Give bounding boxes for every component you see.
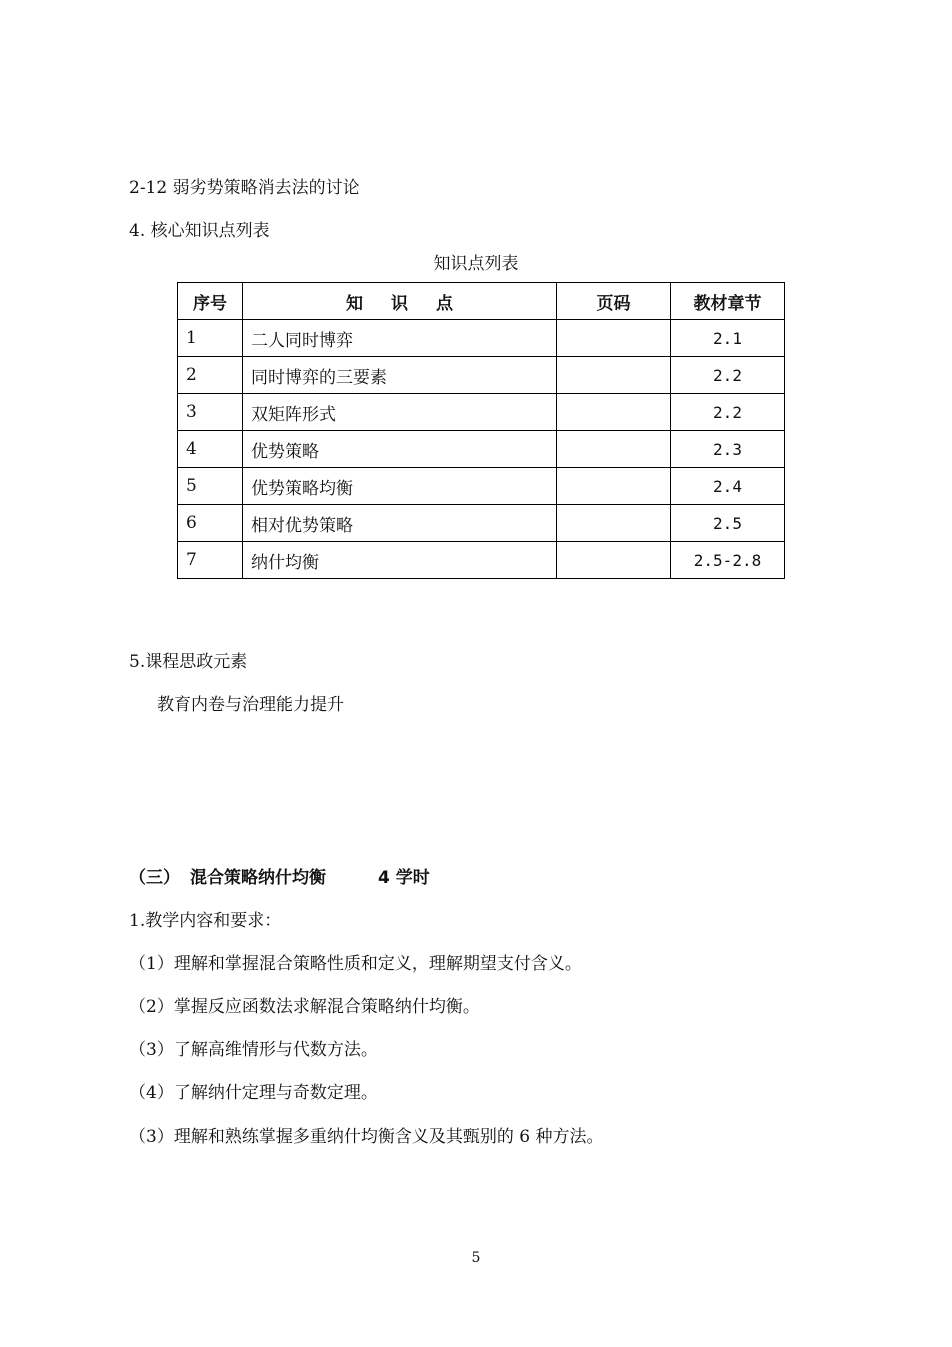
cell-point: 同时博弈的三要素 — [243, 357, 557, 394]
table-row — [178, 505, 785, 542]
teaching-heading: 1.教学内容和要求： — [129, 911, 282, 931]
cell-chapter: 2.3 — [671, 431, 785, 468]
part3-heading — [129, 867, 430, 889]
part3-hours: 4 学时 — [378, 868, 430, 888]
cell-page — [557, 505, 671, 542]
requirement-item: （3）了解高维情形与代数方法。 — [129, 1040, 378, 1060]
cell-page — [557, 468, 671, 505]
requirement-item: （1）理解和掌握混合策略性质和定义，理解期望支付含义。 — [129, 954, 582, 974]
cell-no: 3 — [178, 394, 243, 431]
table-row — [178, 431, 785, 468]
table-row — [178, 542, 785, 579]
cell-chapter: 2.1 — [671, 320, 785, 357]
cell-chapter: 2.4 — [671, 468, 785, 505]
part3-label: （三） — [129, 868, 180, 888]
table-header-row — [178, 283, 785, 320]
section4-heading: 4. 核心知识点列表 — [129, 221, 270, 241]
cell-point: 二人同时博弈 — [243, 320, 557, 357]
cell-point: 纳什均衡 — [243, 542, 557, 579]
header-chapter: 教材章节 — [671, 283, 785, 320]
cell-chapter: 2.2 — [671, 394, 785, 431]
requirement-item: （2）掌握反应函数法求解混合策略纳什均衡。 — [129, 997, 480, 1017]
cell-chapter: 2.5-2.8 — [671, 542, 785, 579]
page-number: 5 — [471, 1250, 481, 1266]
cell-no: 1 — [178, 320, 243, 357]
cell-point: 优势策略均衡 — [243, 468, 557, 505]
cell-no: 6 — [178, 505, 243, 542]
knowledge-points-table — [177, 282, 785, 579]
cell-page — [557, 431, 671, 468]
table-caption: 知识点列表 — [433, 254, 519, 274]
cell-point: 相对优势策略 — [243, 505, 557, 542]
cell-page — [557, 542, 671, 579]
section-item-2-12: 2-12 弱劣势策略消去法的讨论 — [129, 178, 360, 198]
header-no: 序号 — [178, 283, 243, 320]
requirement-item: （4）了解纳什定理与奇数定理。 — [129, 1083, 378, 1103]
cell-no: 2 — [178, 357, 243, 394]
section5-heading: 5.课程思政元素 — [129, 652, 248, 672]
cell-no: 4 — [178, 431, 243, 468]
cell-chapter: 2.2 — [671, 357, 785, 394]
cell-point: 双矩阵形式 — [243, 394, 557, 431]
table-row — [178, 468, 785, 505]
table-row — [178, 320, 785, 357]
cell-page — [557, 394, 671, 431]
part3-title: 混合策略纳什均衡 — [190, 868, 326, 888]
cell-page — [557, 320, 671, 357]
cell-chapter: 2.5 — [671, 505, 785, 542]
cell-page — [557, 357, 671, 394]
cell-no: 7 — [178, 542, 243, 579]
header-page: 页码 — [557, 283, 671, 320]
section5-body: 教育内卷与治理能力提升 — [157, 695, 344, 715]
header-knowledge-point: 知识点 — [243, 283, 557, 320]
cell-no: 5 — [178, 468, 243, 505]
requirement-item: （3）理解和熟练掌握多重纳什均衡含义及其甄别的 6 种方法。 — [129, 1127, 604, 1147]
table-row — [178, 357, 785, 394]
cell-point: 优势策略 — [243, 431, 557, 468]
table-row — [178, 394, 785, 431]
